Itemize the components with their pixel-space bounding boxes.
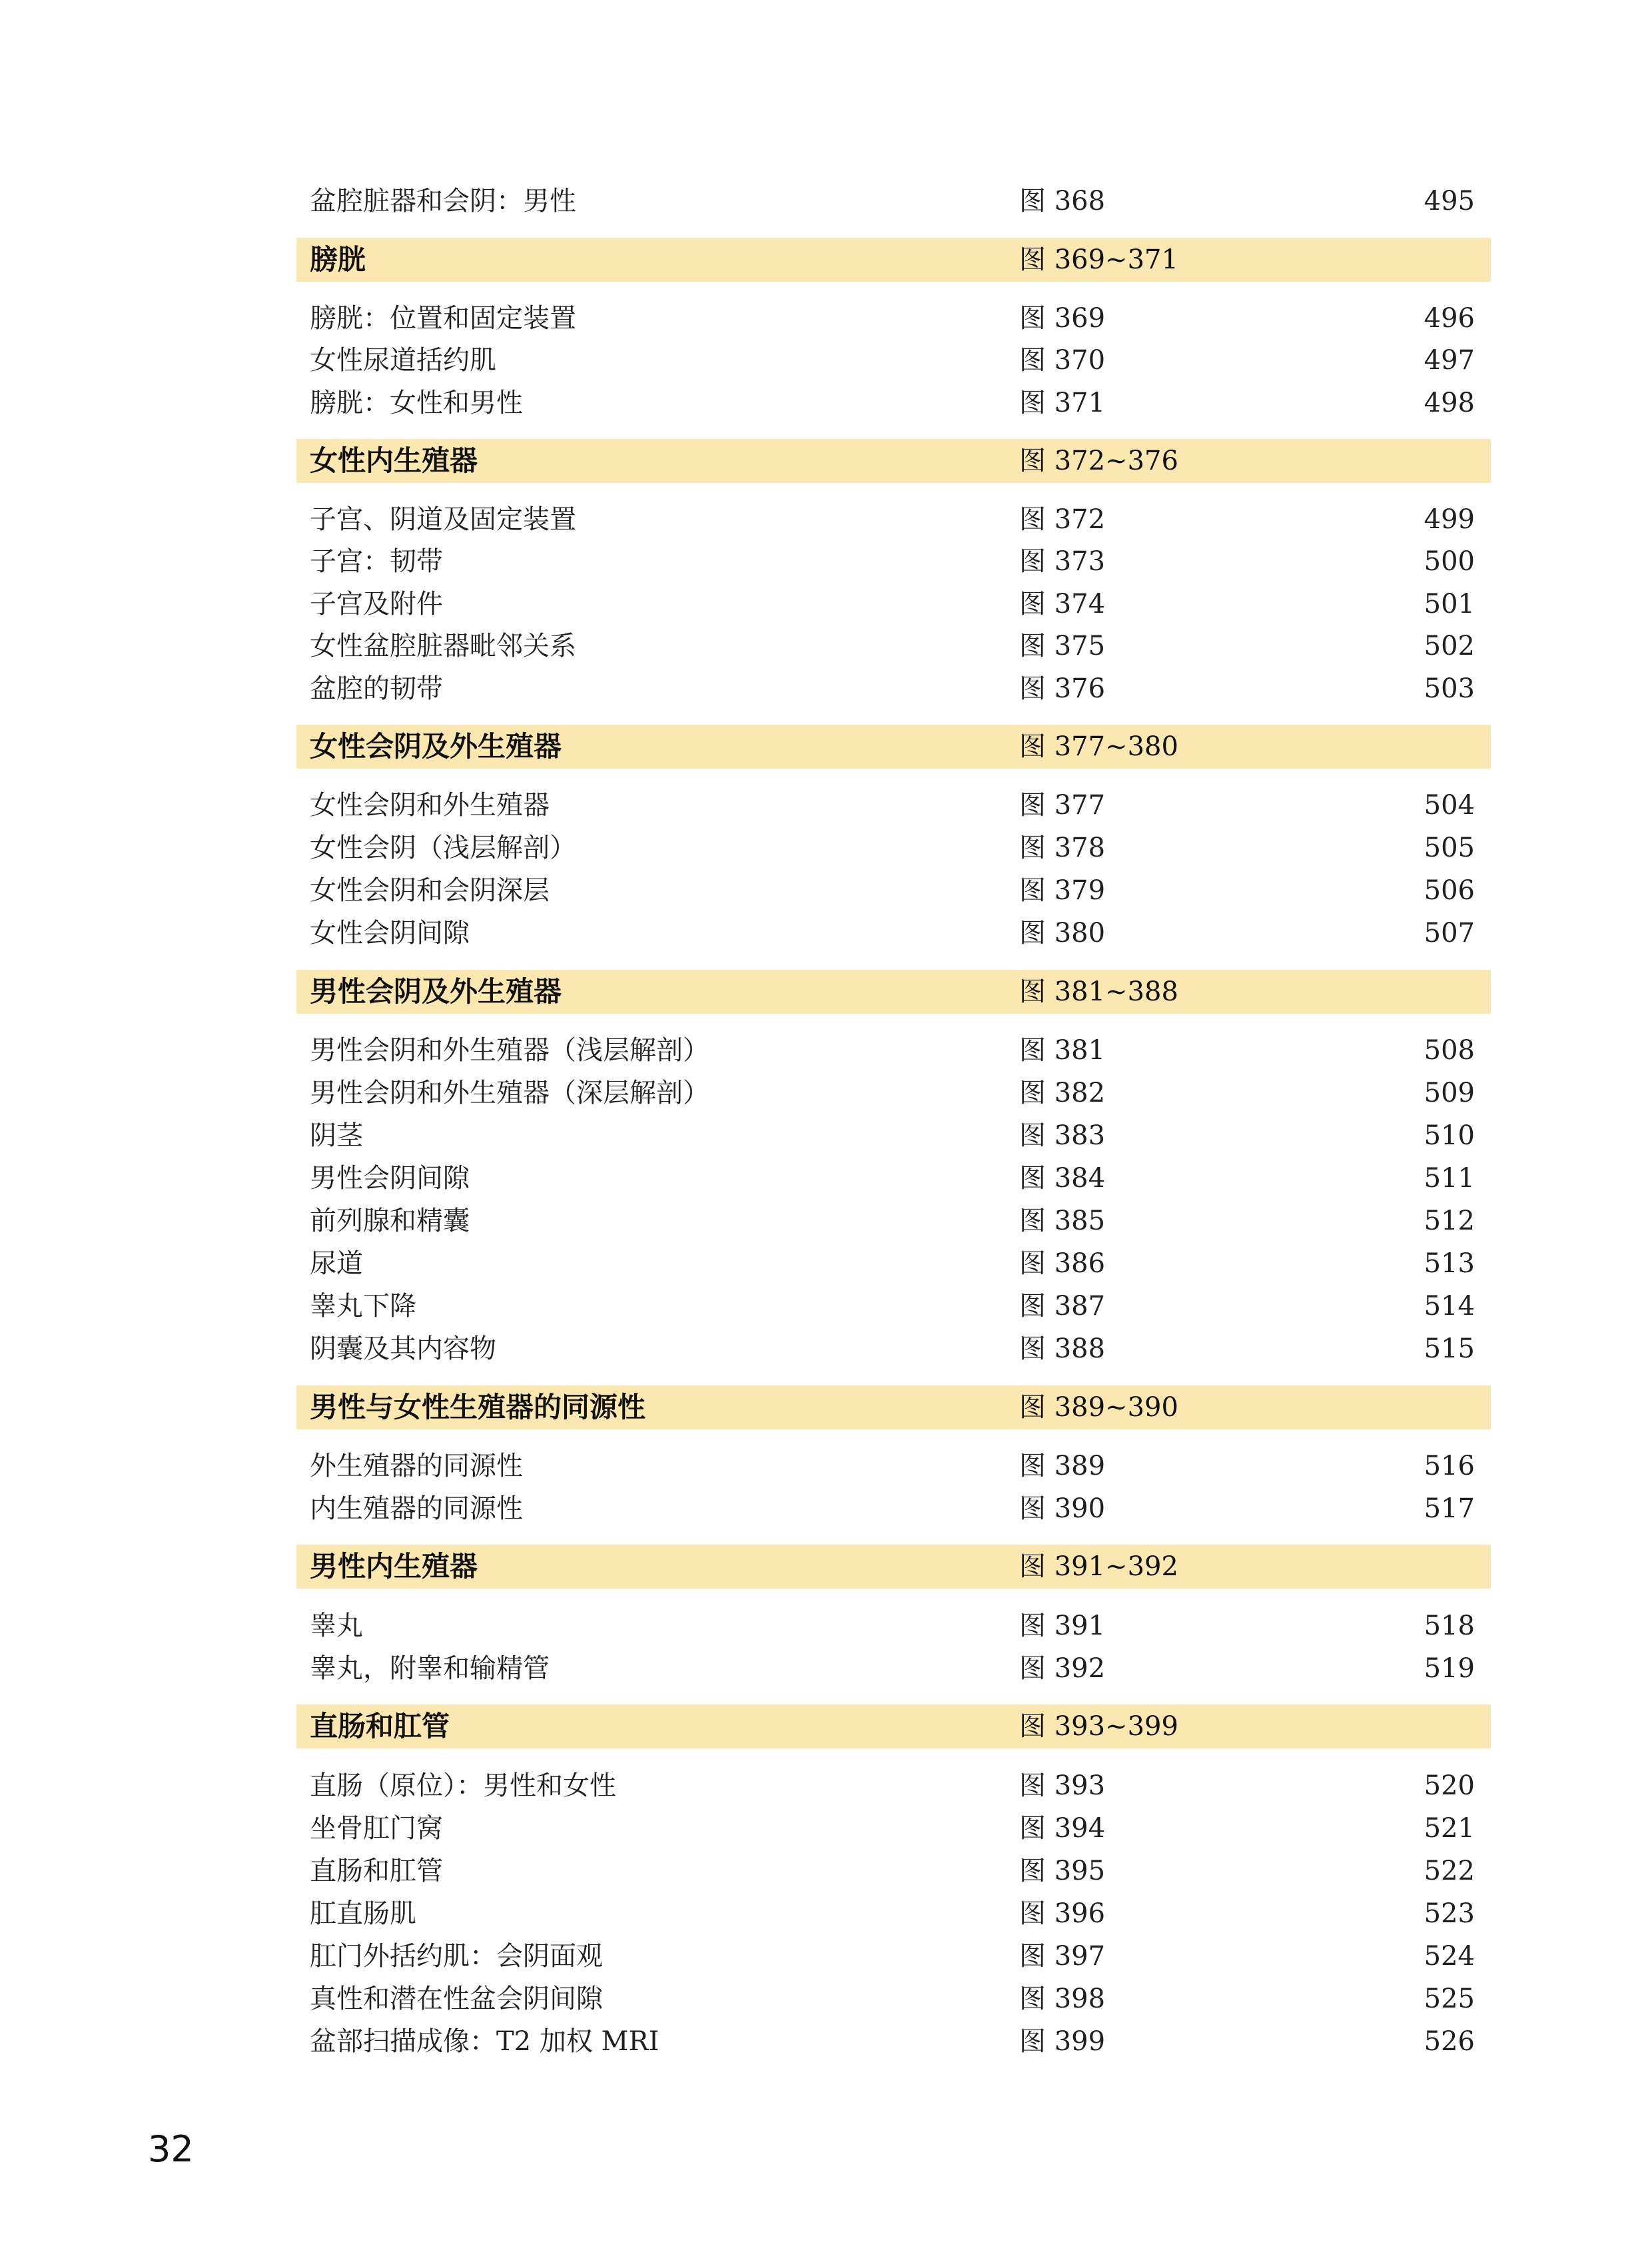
section-figure-range: 图 377~380 [1019, 731, 1178, 762]
toc-entry[interactable] [296, 1894, 1491, 1934]
toc-entry[interactable] [296, 1606, 1491, 1646]
entry-page-number: 505 [1424, 833, 1475, 863]
entry-title: 女性会阴和会阴深层 [310, 875, 550, 906]
entry-page-number: 518 [1424, 1611, 1475, 1641]
entry-figure-number: 图 392 [1019, 1653, 1106, 1684]
entry-page-number: 500 [1424, 546, 1475, 577]
entry-page-number: 495 [1424, 186, 1475, 216]
entry-page-number: 501 [1424, 589, 1475, 619]
entry-figure-number: 图 399 [1019, 2026, 1106, 2057]
entry-figure-number: 图 394 [1019, 1813, 1106, 1844]
entry-title: 膀胱：女性和男性 [310, 388, 523, 418]
section-figure-range: 图 372~376 [1019, 446, 1178, 476]
entry-page-number: 506 [1424, 875, 1475, 906]
entry-figure-number: 图 397 [1019, 1941, 1106, 1972]
entry-title: 肛门外括约肌：会阴面观 [310, 1941, 603, 1972]
entry-page-number: 496 [1424, 303, 1475, 334]
toc-section-header [296, 1704, 1491, 1748]
toc-entry[interactable] [296, 1201, 1491, 1241]
toc-entry[interactable] [296, 1979, 1491, 2019]
section-title: 女性内生殖器 [310, 444, 478, 477]
entry-figure-number: 图 369 [1019, 303, 1106, 334]
entry-page-number: 504 [1424, 790, 1475, 821]
entry-title: 男性会阴间隙 [310, 1163, 470, 1194]
section-title: 男性会阴及外生殖器 [310, 975, 562, 1008]
toc-entry[interactable] [296, 584, 1491, 624]
entry-page-number: 502 [1424, 631, 1475, 661]
entry-figure-number: 图 391 [1019, 1611, 1106, 1641]
entry-page-number: 511 [1424, 1163, 1475, 1194]
toc-entry[interactable] [296, 669, 1491, 709]
section-figure-range: 图 369~371 [1019, 244, 1178, 275]
toc-entry[interactable] [296, 1116, 1491, 1156]
entry-title: 内生殖器的同源性 [310, 1493, 523, 1524]
entry-title: 睾丸 [310, 1611, 363, 1641]
entry-title: 直肠和肛管 [310, 1856, 443, 1886]
toc-section-header [296, 1385, 1491, 1429]
entry-figure-number: 图 388 [1019, 1333, 1106, 1364]
toc-entry[interactable] [296, 340, 1491, 380]
entry-figure-number: 图 385 [1019, 1206, 1106, 1236]
toc-entry[interactable] [296, 1851, 1491, 1891]
entry-page-number: 522 [1424, 1856, 1475, 1886]
entry-figure-number: 图 386 [1019, 1248, 1106, 1279]
entry-figure-number: 图 390 [1019, 1493, 1106, 1524]
entry-page-number: 525 [1424, 1984, 1475, 2014]
entry-title: 膀胱：位置和固定装置 [310, 303, 576, 334]
entry-page-number: 510 [1424, 1120, 1475, 1151]
entry-figure-number: 图 387 [1019, 1291, 1106, 1321]
entry-figure-number: 图 374 [1019, 589, 1106, 619]
toc-section-header [296, 970, 1491, 1014]
entry-page-number: 524 [1424, 1941, 1475, 1972]
entry-title: 盆腔脏器和会阴：男性 [310, 186, 576, 216]
toc-entry[interactable] [296, 1158, 1491, 1198]
entry-figure-number: 图 381 [1019, 1035, 1106, 1066]
entry-title: 男性会阴和外生殖器（浅层解剖） [310, 1035, 709, 1066]
entry-title: 盆部扫描成像：T2 加权 MRI [310, 2026, 659, 2057]
entry-page-number: 513 [1424, 1248, 1475, 1279]
entry-figure-number: 图 393 [1019, 1770, 1106, 1801]
entry-title: 坐骨肛门窝 [310, 1813, 443, 1844]
entry-figure-number: 图 368 [1019, 186, 1106, 216]
toc-entry[interactable] [296, 1030, 1491, 1070]
entry-title: 盆腔的韧带 [310, 673, 443, 704]
entry-page-number: 520 [1424, 1770, 1475, 1801]
toc-entry[interactable] [296, 1808, 1491, 1848]
toc-entry[interactable] [296, 1936, 1491, 1976]
entry-figure-number: 图 377 [1019, 790, 1106, 821]
section-title: 女性会阴及外生殖器 [310, 730, 562, 763]
toc-section-header [296, 725, 1491, 769]
entry-figure-number: 图 373 [1019, 546, 1106, 577]
entry-figure-number: 图 382 [1019, 1078, 1106, 1108]
entry-page-number: 499 [1424, 504, 1475, 535]
entry-title: 睾丸，附睾和输精管 [310, 1653, 550, 1684]
entry-page-number: 497 [1424, 345, 1475, 376]
entry-title: 尿道 [310, 1248, 363, 1279]
toc-section-header [296, 238, 1491, 282]
entry-page-number: 519 [1424, 1653, 1475, 1684]
entry-title: 女性会阴和外生殖器 [310, 790, 550, 821]
toc-entry[interactable] [296, 1489, 1491, 1529]
toc-entry[interactable] [296, 913, 1491, 953]
entry-figure-number: 图 378 [1019, 833, 1106, 863]
section-title: 膀胱 [310, 243, 366, 276]
entry-title: 前列腺和精囊 [310, 1206, 470, 1236]
entry-page-number: 512 [1424, 1206, 1475, 1236]
entry-title: 女性盆腔脏器毗邻关系 [310, 631, 576, 661]
entry-figure-number: 图 371 [1019, 388, 1106, 418]
entry-title: 外生殖器的同源性 [310, 1451, 523, 1481]
entry-title: 女性尿道括约肌 [310, 345, 496, 376]
entry-page-number: 514 [1424, 1291, 1475, 1321]
section-figure-range: 图 389~390 [1019, 1392, 1178, 1423]
toc-entry[interactable] [296, 500, 1491, 540]
entry-figure-number: 图 370 [1019, 345, 1106, 376]
section-figure-range: 图 381~388 [1019, 976, 1178, 1007]
page-number: 32 [148, 2128, 194, 2170]
entry-page-number: 498 [1424, 388, 1475, 418]
section-figure-range: 图 393~399 [1019, 1711, 1178, 1742]
toc-entry[interactable] [296, 1766, 1491, 1806]
toc-entry[interactable] [296, 542, 1491, 581]
toc-entry[interactable] [296, 1446, 1491, 1486]
section-title: 直肠和肛管 [310, 1710, 450, 1742]
section-title: 男性与女性生殖器的同源性 [310, 1391, 646, 1423]
entry-title: 女性会阴间隙 [310, 918, 470, 948]
entry-page-number: 517 [1424, 1493, 1475, 1524]
section-title: 男性内生殖器 [310, 1550, 478, 1583]
entry-page-number: 515 [1424, 1333, 1475, 1364]
entry-page-number: 509 [1424, 1078, 1475, 1108]
entry-page-number: 503 [1424, 673, 1475, 704]
entry-title: 肛直肠肌 [310, 1898, 416, 1929]
entry-title: 阴囊及其内容物 [310, 1333, 496, 1364]
toc-entry[interactable] [296, 626, 1491, 666]
entry-figure-number: 图 380 [1019, 918, 1106, 948]
toc-section-header [296, 439, 1491, 483]
entry-figure-number: 图 398 [1019, 1984, 1106, 2014]
toc-entry[interactable] [296, 828, 1491, 868]
toc-entry[interactable] [296, 785, 1491, 825]
toc-entry[interactable] [296, 1649, 1491, 1688]
toc-entry[interactable] [296, 181, 1491, 221]
entry-page-number: 508 [1424, 1035, 1475, 1066]
toc-entry[interactable] [296, 1329, 1491, 1369]
toc-entry[interactable] [296, 1073, 1491, 1113]
entry-title: 子宫、阴道及固定装置 [310, 504, 576, 535]
entry-page-number: 521 [1424, 1813, 1475, 1844]
toc-section-header [296, 1545, 1491, 1589]
entry-figure-number: 图 389 [1019, 1451, 1106, 1481]
toc-entry[interactable] [296, 1244, 1491, 1284]
entry-title: 子宫及附件 [310, 589, 443, 619]
entry-figure-number: 图 383 [1019, 1120, 1106, 1151]
toc-entry[interactable] [296, 298, 1491, 338]
entry-title: 真性和潜在性盆会阴间隙 [310, 1984, 603, 2014]
entry-figure-number: 图 384 [1019, 1163, 1106, 1194]
entry-figure-number: 图 395 [1019, 1856, 1106, 1886]
entry-title: 男性会阴和外生殖器（深层解剖） [310, 1078, 709, 1108]
entry-figure-number: 图 375 [1019, 631, 1106, 661]
entry-title: 子宫：韧带 [310, 546, 443, 577]
entry-page-number: 523 [1424, 1898, 1475, 1929]
entry-figure-number: 图 372 [1019, 504, 1106, 535]
entry-title: 阴茎 [310, 1120, 363, 1151]
toc-entry[interactable] [296, 1286, 1491, 1326]
toc-entry[interactable] [296, 383, 1491, 423]
section-figure-range: 图 391~392 [1019, 1551, 1178, 1582]
entry-page-number: 507 [1424, 918, 1475, 948]
toc-entry[interactable] [296, 2022, 1491, 2061]
entry-title: 睾丸下降 [310, 1291, 416, 1321]
entry-title: 女性会阴（浅层解剖） [310, 833, 576, 863]
entry-figure-number: 图 376 [1019, 673, 1106, 704]
toc-entry[interactable] [296, 871, 1491, 911]
entry-figure-number: 图 396 [1019, 1898, 1106, 1929]
entry-page-number: 526 [1424, 2026, 1475, 2057]
entry-page-number: 516 [1424, 1451, 1475, 1481]
entry-figure-number: 图 379 [1019, 875, 1106, 906]
entry-title: 直肠（原位）：男性和女性 [310, 1770, 616, 1801]
